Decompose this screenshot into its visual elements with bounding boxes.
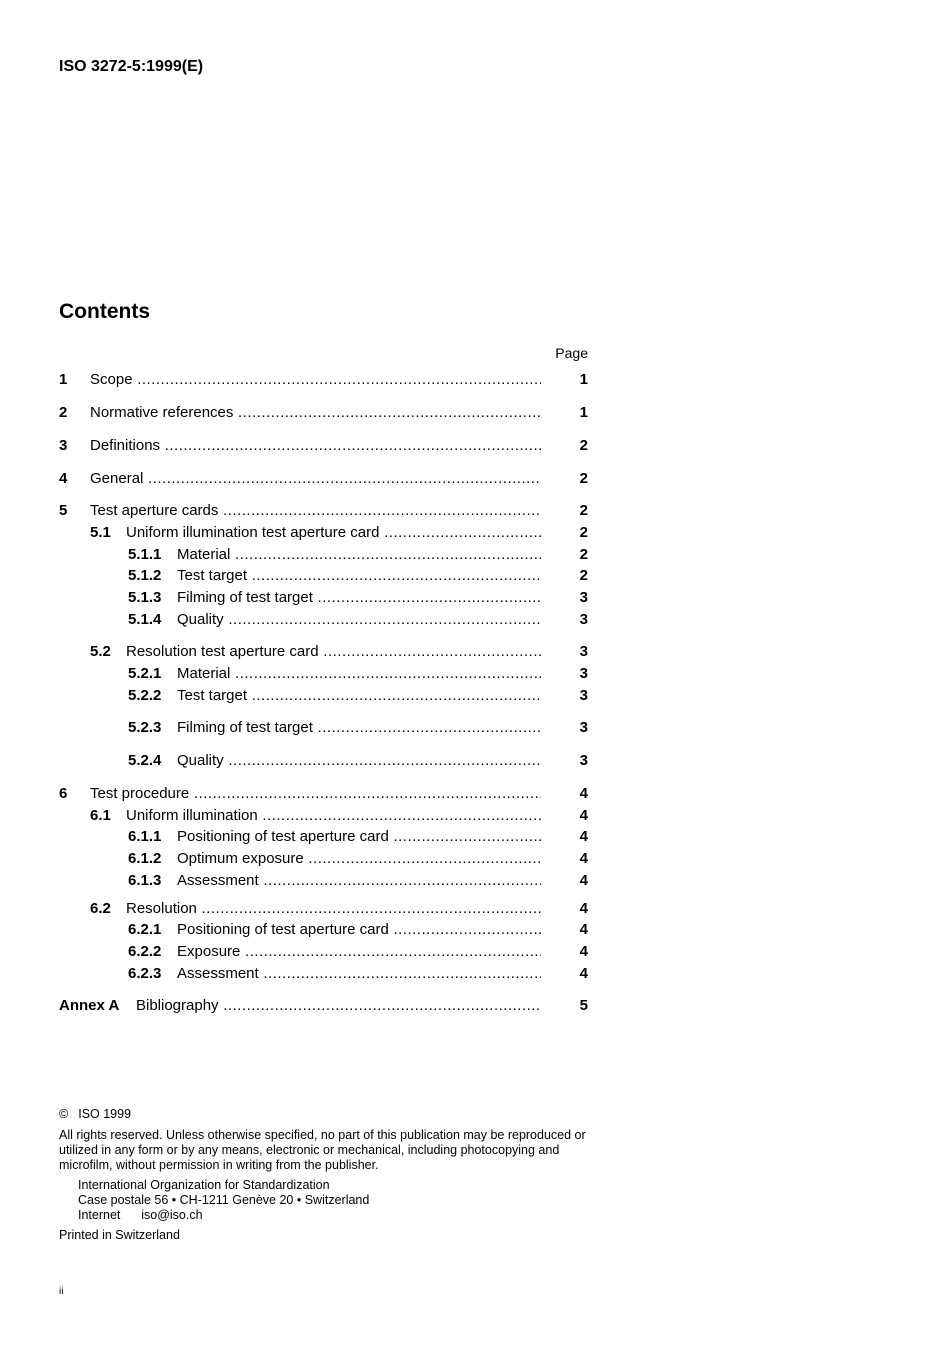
toc-entry[interactable]: [59, 470, 588, 490]
toc-entry[interactable]: [59, 900, 588, 920]
toc-entry-page: 3: [579, 719, 588, 736]
printed-in: Printed in Switzerland: [59, 1228, 180, 1242]
toc-entry-title: Assessment .....: [177, 965, 541, 982]
toc-entry-number: 6.2.3: [128, 965, 162, 982]
toc-entry-title: Resolution .....: [126, 900, 541, 917]
toc-entry-page: 1: [579, 404, 588, 421]
toc-entry-number: 5.1: [90, 524, 111, 541]
toc-entry[interactable]: [59, 371, 588, 391]
toc-entry[interactable]: [59, 828, 588, 848]
toc-entry-page: 3: [579, 752, 588, 769]
document-id: ISO 3272-5:1999(E): [59, 58, 204, 75]
toc-entry-title: Uniform illumination test aperture card .....: [126, 524, 541, 541]
toc-entry-number: 6.2.2: [128, 943, 162, 960]
toc-entry-page: 2: [579, 524, 588, 541]
toc-entry[interactable]: [59, 567, 588, 587]
toc-entry[interactable]: [59, 921, 588, 941]
toc-entry-number: 6.1: [90, 807, 111, 824]
toc-entry[interactable]: [59, 785, 588, 805]
toc-entry-title: Positioning of test aperture card .....: [177, 828, 541, 845]
toc-entry-title: Test target .....: [177, 567, 541, 584]
toc-entry-number: 5.1.1: [128, 546, 162, 563]
contents-heading: Contents: [59, 300, 150, 323]
org-address-block: [78, 1178, 608, 1223]
toc-entry-page: 2: [579, 437, 588, 454]
toc-entry-title: Bibliography .....: [136, 997, 541, 1014]
toc-entry[interactable]: [59, 752, 588, 772]
toc-entry-page: 3: [579, 687, 588, 704]
toc-entry[interactable]: [59, 437, 588, 457]
page-column-label: Page: [555, 345, 588, 361]
toc-entry-page: 4: [579, 921, 588, 938]
toc-entry-number: 5: [59, 502, 68, 519]
toc-entry[interactable]: [59, 665, 588, 685]
toc-entry-number: 5.1.2: [128, 567, 162, 584]
toc-entry[interactable]: [59, 611, 588, 631]
toc-entry-page: 3: [579, 589, 588, 606]
page-number: ii: [59, 1286, 64, 1297]
toc-entry-number: 5.2.2: [128, 687, 162, 704]
toc-entry[interactable]: [59, 719, 588, 739]
toc-entry[interactable]: [59, 589, 588, 609]
toc-entry-title: General .....: [90, 470, 541, 487]
toc-entry-page: 3: [579, 665, 588, 682]
toc-entry-number: 6.1.2: [128, 850, 162, 867]
toc-entry[interactable]: [59, 404, 588, 424]
toc-entry-page: 5: [579, 997, 588, 1014]
copyright-text: ISO 1999: [78, 1107, 132, 1121]
toc-entry-page: 3: [579, 643, 588, 660]
copyright-icon: ©: [59, 1107, 69, 1121]
copyright-line: [59, 1107, 589, 1122]
toc-entry-number: 6.1.1: [128, 828, 162, 845]
toc-entry[interactable]: [59, 643, 588, 663]
toc-entry[interactable]: [59, 997, 588, 1017]
toc-entry-number: 5.1.3: [128, 589, 162, 606]
rights-notice: All rights reserved. Unless otherwise specified, no part of this publication may be reproduced or utilized in any form or by any means, electronic or mechanical, including photocopying and microfilm, without permission in writing from the publisher.: [59, 1128, 586, 1172]
toc-entry-number: 6: [59, 785, 68, 802]
toc-entry-page: 3: [579, 611, 588, 628]
toc-entry-page: 2: [579, 502, 588, 519]
toc-entry-page: 4: [579, 943, 588, 960]
toc-entry-title: Test aperture cards .....: [90, 502, 541, 519]
toc-entry-page: 4: [579, 828, 588, 845]
toc-entry-title: Normative references .....: [90, 404, 541, 421]
toc-entry-title: Uniform illumination .....: [126, 807, 541, 824]
toc-entry-number: 1: [59, 371, 68, 388]
toc-entry-number: 5.2: [90, 643, 111, 660]
toc-entry-number: 6.2.1: [128, 921, 162, 938]
toc-entry-number: 3: [59, 437, 68, 454]
toc-entry[interactable]: [59, 872, 588, 892]
toc-entry[interactable]: [59, 965, 588, 985]
toc-entry-title: Optimum exposure .....: [177, 850, 541, 867]
toc-entry-number: 6.2: [90, 900, 111, 917]
toc-entry-page: 4: [579, 785, 588, 802]
toc-entry[interactable]: [59, 524, 588, 544]
toc-entry[interactable]: [59, 687, 588, 707]
toc-entry-page: 4: [579, 965, 588, 982]
toc-entry-title: Material .....: [177, 665, 541, 682]
toc-entry-title: Quality .....: [177, 752, 541, 769]
toc-entry-title: Positioning of test aperture card .....: [177, 921, 541, 938]
toc-entry[interactable]: [59, 502, 588, 522]
toc-entry-page: 2: [579, 567, 588, 584]
toc-entry-page: 2: [579, 546, 588, 563]
toc-entry-number: 5.1.4: [128, 611, 162, 628]
toc-entry-page: 2: [579, 470, 588, 487]
org-name: International Organization for Standardization: [78, 1178, 330, 1192]
toc-entry-title: Scope .....: [90, 371, 541, 388]
toc-entry-page: 1: [579, 371, 588, 388]
toc-entry-page: 4: [579, 872, 588, 889]
toc-entry-page: 4: [579, 807, 588, 824]
toc-entry-title: Test procedure .....: [90, 785, 541, 802]
toc-entry[interactable]: [59, 546, 588, 566]
toc-entry-number: 5.2.4: [128, 752, 162, 769]
toc-entry-title: Resolution test aperture card .....: [126, 643, 541, 660]
toc-entry-number: Annex A: [59, 997, 120, 1014]
toc-entry[interactable]: [59, 807, 588, 827]
toc-entry-title: Assessment .....: [177, 872, 541, 889]
toc-entry-number: 5.2.3: [128, 719, 162, 736]
toc-entry-title: Exposure .....: [177, 943, 541, 960]
toc-entry-title: Quality .....: [177, 611, 541, 628]
toc-entry-title: Test target .....: [177, 687, 541, 704]
toc-entry-title: Material .....: [177, 546, 541, 563]
org-internet: Internet iso@iso.ch: [78, 1208, 203, 1222]
org-address: Case postale 56 • CH-1211 Genève 20 • Switzerland: [78, 1193, 370, 1207]
toc-entry[interactable]: [59, 850, 588, 870]
toc-entry-number: 6.1.3: [128, 872, 162, 889]
toc-entry-title: Definitions .....: [90, 437, 541, 454]
toc-entry-title: Filming of test target .....: [177, 719, 541, 736]
toc-entry[interactable]: [59, 943, 588, 963]
toc-entry-title: Filming of test target .....: [177, 589, 541, 606]
toc-entry-page: 4: [579, 850, 588, 867]
toc-entry-page: 4: [579, 900, 588, 917]
toc-entry-number: 2: [59, 404, 68, 421]
toc-entry-number: 5.2.1: [128, 665, 162, 682]
toc-entry-number: 4: [59, 470, 68, 487]
